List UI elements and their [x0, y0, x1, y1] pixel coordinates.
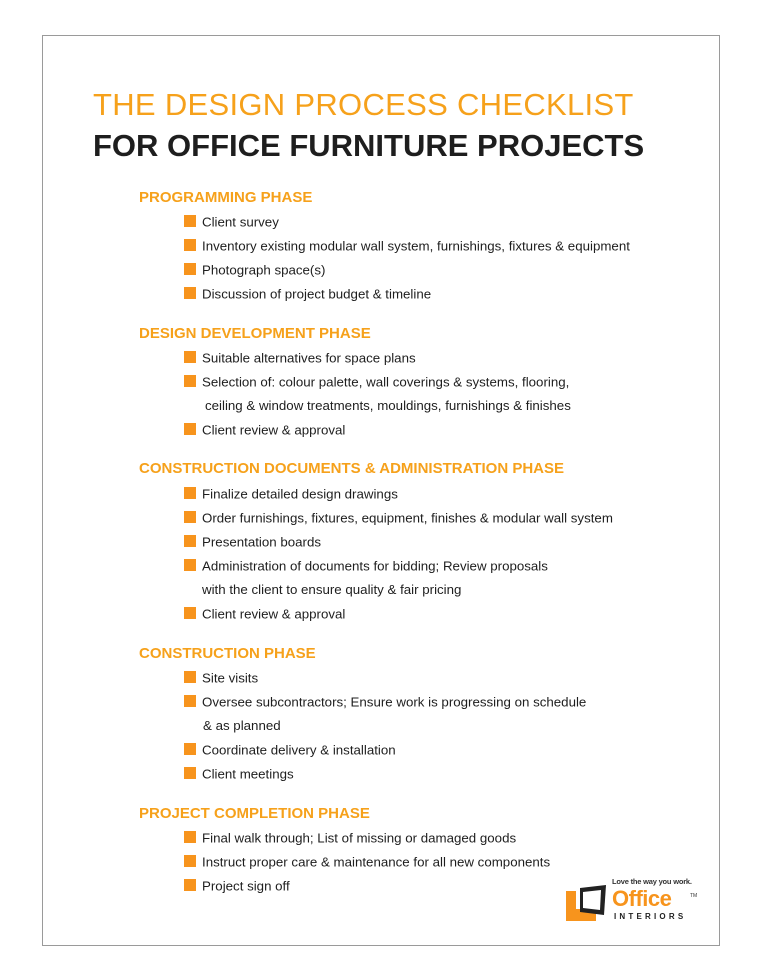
item-text: Suitable alternatives for space plans	[202, 350, 416, 366]
checkbox-bullet-icon	[184, 559, 196, 571]
checkbox-bullet-icon	[184, 487, 196, 499]
checklist-item	[184, 509, 613, 529]
checkbox-bullet-icon	[184, 695, 196, 707]
checkbox-bullet-icon	[184, 239, 196, 251]
item-continuation-text: ceiling & window treatments, mouldings, furnishings & finishes	[205, 398, 571, 413]
item-text: Discussion of project budget & timeline	[202, 286, 432, 302]
item-text: Administration of documents for bidding; Review proposals	[202, 558, 548, 574]
item-text: Project sign off	[202, 878, 290, 894]
checklist-item	[184, 533, 321, 553]
logo-brand-name: Office	[612, 886, 672, 911]
phase-heading-programming: PROGRAMMING PHASE	[139, 189, 313, 206]
checkbox-bullet-icon	[184, 607, 196, 619]
title-line-1: THE DESIGN PROCESS CHECKLIST	[93, 87, 634, 122]
item-text: Client review & approval	[202, 422, 346, 438]
item-text: Photograph space(s)	[202, 262, 326, 278]
checklist-item	[184, 421, 345, 441]
logo-tagline: Love the way you work.	[612, 877, 692, 886]
checklist-item	[184, 669, 258, 689]
item-text: Selection of: colour palette, wall coverings & systems, flooring,	[202, 374, 570, 390]
item-text: Inventory existing modular wall system, furnishings, fixtures & equipment	[202, 238, 630, 254]
item-text: Coordinate delivery & installation	[202, 742, 396, 758]
checklist-item	[184, 557, 548, 577]
item-text: Client meetings	[202, 766, 294, 782]
checkbox-bullet-icon	[184, 855, 196, 867]
item-continuation-text: with the client to ensure quality & fair pricing	[202, 582, 462, 597]
checklist-item	[184, 349, 416, 369]
item-continuation-text: & as planned	[203, 718, 281, 733]
checkbox-bullet-icon	[184, 375, 196, 387]
checkbox-bullet-icon	[184, 215, 196, 227]
item-text: Order furnishings, fixtures, equipment, finishes & modular wall system	[202, 510, 613, 526]
checklist-item	[184, 485, 398, 505]
logo-subtitle: INTERIORS	[614, 912, 687, 921]
item-text: Final walk through; List of missing or damaged goods	[202, 830, 517, 846]
checklist-item	[184, 261, 325, 281]
checkbox-bullet-icon	[184, 879, 196, 891]
phase-heading-project-completion: PROJECT COMPLETION PHASE	[139, 805, 370, 822]
checklist-item	[184, 829, 516, 849]
checkbox-bullet-icon	[184, 831, 196, 843]
item-text: Oversee subcontractors; Ensure work is progressing on schedule	[202, 694, 587, 710]
checkbox-bullet-icon	[184, 671, 196, 683]
checklist-item	[184, 213, 279, 233]
phase-heading-design-development: DESIGN DEVELOPMENT PHASE	[139, 325, 371, 342]
title-line-2: FOR OFFICE FURNITURE PROJECTS	[93, 128, 645, 163]
checkbox-bullet-icon	[184, 351, 196, 363]
item-text: Instruct proper care & maintenance for all new components	[202, 854, 551, 870]
item-text: Client survey	[202, 214, 279, 230]
checklist-item	[184, 373, 569, 393]
checklist-item	[184, 765, 294, 785]
item-text: Client review & approval	[202, 606, 346, 622]
checkbox-bullet-icon	[184, 535, 196, 547]
item-text: Site visits	[202, 670, 259, 686]
checkbox-bullet-icon	[184, 767, 196, 779]
checkbox-bullet-icon	[184, 423, 196, 435]
checklist-item	[184, 285, 431, 305]
checklist-item	[184, 605, 345, 625]
item-text: Finalize detailed design drawings	[202, 486, 398, 502]
phase-heading-construction-documents: CONSTRUCTION DOCUMENTS & ADMINISTRATION PHASE	[139, 460, 564, 477]
checklist-item	[184, 741, 396, 761]
checklist-item	[184, 853, 550, 873]
checklist-item	[184, 693, 586, 713]
checkbox-bullet-icon	[184, 743, 196, 755]
checklist-item	[184, 877, 290, 897]
phase-heading-construction: CONSTRUCTION PHASE	[139, 645, 316, 662]
logo-trademark: TM	[690, 893, 698, 899]
checkbox-bullet-icon	[184, 511, 196, 523]
checkbox-bullet-icon	[184, 287, 196, 299]
office-chair-logo-icon	[566, 885, 608, 921]
checklist-item	[184, 237, 630, 257]
item-text: Presentation boards	[202, 534, 322, 550]
checkbox-bullet-icon	[184, 263, 196, 275]
